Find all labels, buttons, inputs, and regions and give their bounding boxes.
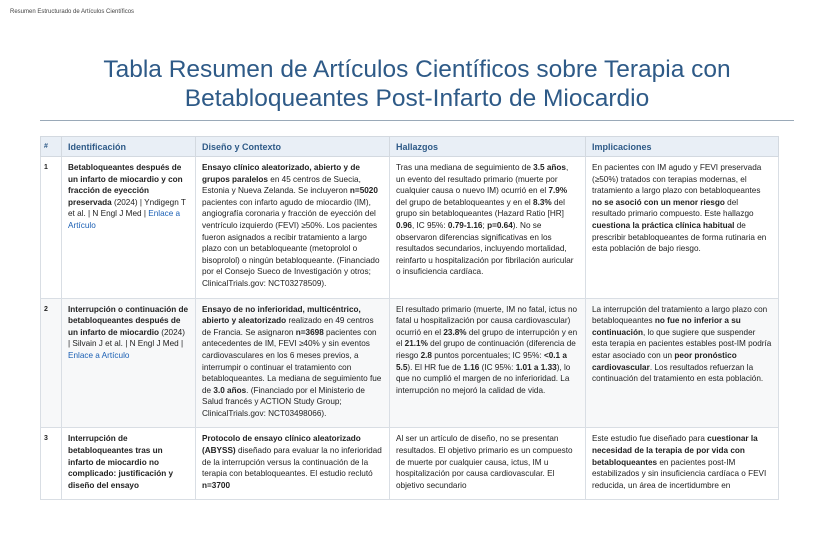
emphasis-text: 3.5 años bbox=[533, 163, 566, 172]
articles-summary-table bbox=[40, 136, 779, 500]
column-header-implications: Implicaciones bbox=[586, 137, 779, 157]
article-link[interactable]: Enlace a Artículo bbox=[68, 209, 181, 230]
body-text: ). El HR fue de bbox=[407, 362, 464, 372]
emphasis-text: 1.16 bbox=[463, 362, 480, 372]
body-text: en 45 centros de Suecia, Estonia y Nueva Zelanda. Se incluyeron bbox=[202, 174, 361, 196]
findings-cell bbox=[390, 298, 586, 428]
body-text: . (Financiado por el Ministerio de Salud francés y ACTION Study Group; ClinicalTrials.gov: NCT03498066). bbox=[202, 385, 365, 418]
emphasis-text: 23.8% bbox=[443, 327, 467, 337]
design-cell bbox=[196, 298, 390, 428]
column-header-design: Diseño y Contexto bbox=[196, 137, 390, 157]
emphasis-text: no se asoció con un menor riesgo bbox=[592, 197, 725, 207]
page-title-line-2: Betabloqueantes Post-Infarto de Miocardio bbox=[184, 85, 650, 112]
body-text: pacientes con infarto agudo de miocardio (IM), angiografía coronaria y fracción de eyección del ventrículo izquierdo (FEVI) ≥50%. Los pacientes fueron asignados a recibir tratamiento a largo plazo con un betabloqueante (metoprolol o bisoprolol) o ningún betabloqueante. (Financiado por el Consejo Sueco de Investigación y otros; ClinicalTrials.gov: NCT03278509). bbox=[202, 197, 380, 288]
row-number: 3 bbox=[41, 428, 62, 500]
column-header-identification: Identificación bbox=[62, 137, 196, 157]
article-link[interactable]: Enlace a Artículo bbox=[68, 350, 130, 360]
emphasis-text: n=5020 bbox=[349, 186, 378, 196]
emphasis-text: 1.01 a 1.33 bbox=[515, 362, 557, 372]
body-text: realizado en 49 centros de Francia. Se asignaron bbox=[202, 316, 374, 337]
page-title bbox=[40, 55, 794, 113]
article-title: Interrupción de betabloqueantes tras un infarto de miocardio no complicado: justificación y diseño del ensayo bbox=[68, 434, 174, 490]
body-text: pacientes con antecedentes de IM, FEVI ≥40% y sin eventos cardiovasculares en los 6 meses previos, a interrumpir o continuar el tratamiento con betabloqueantes. La mediana de seguimiento fue de bbox=[202, 327, 382, 395]
emphasis-text: cuestiona la práctica clínica habitual bbox=[592, 220, 735, 230]
identification-cell bbox=[62, 298, 196, 428]
body-text: ). No se observaron diferencias significativas en los resultados secundarios, incluyendo mortalidad, reinfarto u hospitalización por fibrilación auricular o insuficiencia cardíaca. bbox=[396, 220, 574, 277]
design-cell bbox=[196, 157, 390, 299]
article-title: Interrupción o continuación de betabloqueantes después de un infarto de miocardio bbox=[68, 304, 189, 337]
emphasis-text: 0.96 bbox=[396, 220, 412, 230]
body-text: de prescribir betabloqueantes de forma rutinaria en esta población de bajo riesgo. bbox=[592, 220, 767, 254]
body-text: En pacientes con IM agudo y FEVI preservada (≥50%) tratados con terapias modernas, el tratamiento a largo plazo con betabloqueantes bbox=[592, 163, 762, 196]
emphasis-text: p=0.64 bbox=[487, 220, 513, 230]
findings-cell bbox=[390, 157, 586, 299]
implications-cell bbox=[586, 428, 779, 500]
table-row bbox=[41, 298, 779, 428]
findings-cell bbox=[390, 428, 586, 500]
body-text: ), lo que no cumplió el margen de no inferioridad. La interrupción no mejoró la calidad de vida. bbox=[396, 362, 571, 395]
emphasis-text: Protocolo de ensayo clínico aleatorizado (ABYSS) bbox=[202, 434, 361, 456]
body-text: diseñado para evaluar la no inferioridad de la interrupción versus la continuación de la terapia con betabloqueantes. El estudio reclutó bbox=[202, 446, 382, 479]
body-text: , IC 95%: bbox=[411, 220, 448, 230]
emphasis-text: n=3698 bbox=[295, 327, 324, 337]
body-text: Tras una mediana de seguimiento de bbox=[396, 163, 534, 172]
emphasis-text: 3.0 años bbox=[213, 385, 247, 395]
emphasis-text: peor pronóstico cardiovascular bbox=[592, 350, 737, 372]
implications-cell bbox=[586, 298, 779, 428]
table-row bbox=[41, 157, 779, 299]
design-cell bbox=[196, 428, 390, 500]
body-text: del grupo sin betabloqueantes (Hazard Ratio [HR] bbox=[396, 197, 565, 219]
body-text: del grupo de interrupción y en el bbox=[396, 327, 578, 349]
implications-cell bbox=[586, 157, 779, 299]
body-text: Al ser un artículo de diseño, no se presentan resultados. El objetivo primario es un compuesto de muerte por cualquier causa, ictus, IM u hospitalización por causa cardiovascular. El objetivo secundario bbox=[396, 434, 573, 490]
title-divider bbox=[40, 120, 794, 121]
emphasis-text: Ensayo clínico aleatorizado, abierto y de grupos paralelos bbox=[202, 163, 360, 184]
emphasis-text: Ensayo de no inferioridad, multicéntrico, abierto y aleatorizado bbox=[202, 304, 361, 326]
body-text: en pacientes post-IM estabilizados y sin insuficiencia cardíaca o FEVI reducida, un área de incertidumbre en bbox=[592, 457, 767, 490]
emphasis-text: 0.79-1.16 bbox=[447, 220, 483, 230]
emphasis-text: 21.1% bbox=[404, 339, 428, 349]
article-meta: (2024) | Silvain J et al. | N Engl J Med | bbox=[68, 327, 185, 349]
table-header-row bbox=[41, 137, 779, 157]
emphasis-text: <0.1 a 5.5 bbox=[396, 350, 567, 372]
body-text: (IC 95%: bbox=[479, 362, 516, 372]
body-text: , lo que sugiere que suspender esta terapia en pacientes estables post-IM podría estar asociado con un bbox=[592, 327, 772, 360]
article-meta: (2024) | Yndigegn T et al. | N Engl J Med | bbox=[68, 197, 186, 219]
emphasis-text: 2.8 bbox=[420, 350, 432, 360]
body-text: del grupo de continuación (diferencia de riesgo bbox=[396, 339, 576, 360]
column-header-number: # bbox=[41, 137, 62, 157]
emphasis-text: n=3700 bbox=[202, 480, 230, 490]
body-text: del resultado primario compuesto. Este hallazgo bbox=[592, 197, 754, 219]
row-number: 2 bbox=[41, 298, 62, 428]
emphasis-text: cuestionar la necesidad de la terapia de por vida con betabloqueantes bbox=[592, 434, 758, 467]
emphasis-text: 7.9% bbox=[548, 186, 568, 196]
body-text: El resultado primario (muerte, IM no fatal, ictus no fatal u hospitalización por causa cardiovascular) ocurrió en el bbox=[396, 304, 578, 337]
body-text: La interrupción del tratamiento a largo plazo con betabloqueantes bbox=[592, 304, 768, 326]
article-title: Betabloqueantes después de un infarto de miocardio y con fracción de eyección preservada bbox=[68, 163, 183, 207]
body-text: Este estudio fue diseñado para bbox=[592, 434, 708, 444]
body-text: , un evento del resultado primario (muerte por cualquier causa o nuevo IM) ocurrió en el bbox=[396, 163, 569, 196]
body-text: ; bbox=[482, 220, 488, 230]
body-text: del grupo de betabloqueantes y en el bbox=[396, 197, 534, 207]
identification-cell bbox=[62, 157, 196, 299]
table-row bbox=[41, 428, 779, 500]
body-text: puntos porcentuales; IC 95%: bbox=[431, 350, 544, 360]
row-number: 1 bbox=[41, 157, 62, 299]
body-text: . Los resultados refuerzan la continuación del tratamiento en esta población. bbox=[592, 362, 764, 384]
column-header-findings: Hallazgos bbox=[390, 137, 586, 157]
emphasis-text: no fue no inferior a su continuación bbox=[592, 316, 741, 337]
document-header-label: Resumen Estructurado de Artículos Científicos bbox=[10, 9, 135, 15]
emphasis-text: 8.3% bbox=[533, 197, 552, 207]
page-title-line-1: Tabla Resumen de Artículos Científicos sobre Terapia con bbox=[103, 56, 731, 83]
identification-cell bbox=[62, 428, 196, 500]
